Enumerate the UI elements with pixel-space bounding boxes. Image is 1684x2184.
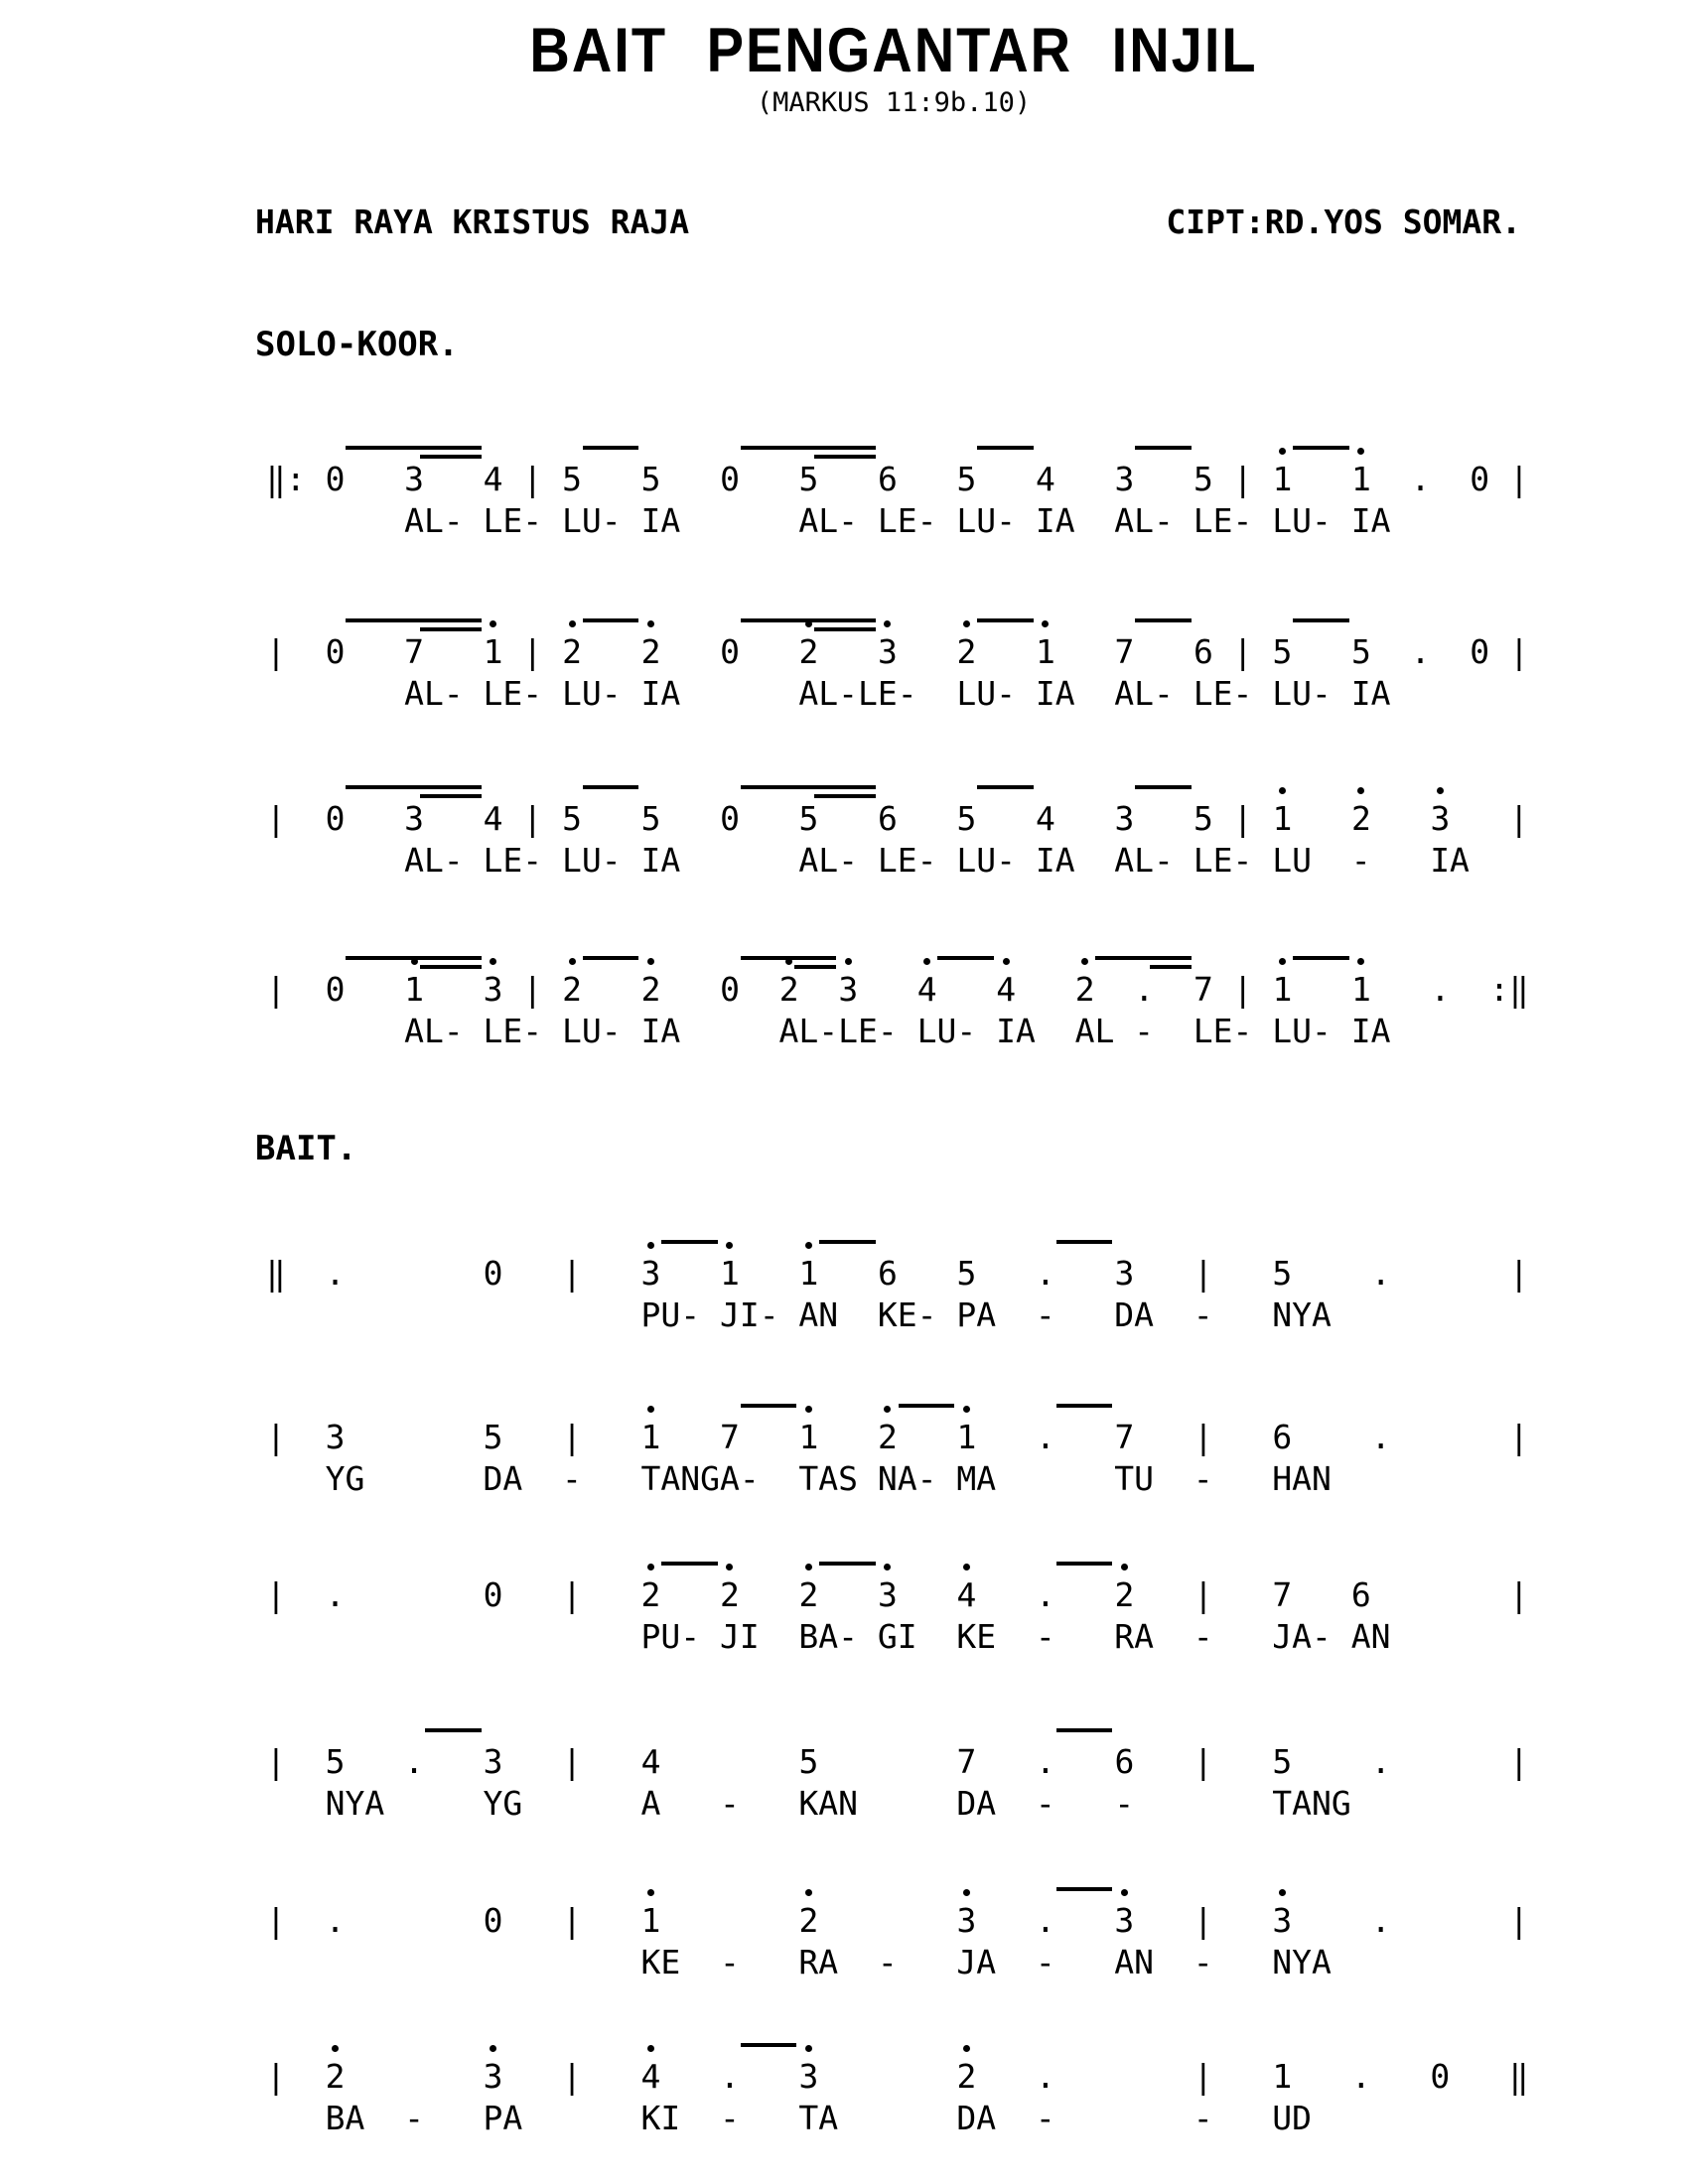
notes-row: [266, 1254, 1529, 1294]
note: 4: [1036, 460, 1055, 498]
note: 5: [798, 799, 819, 838]
note: 0: [1470, 632, 1490, 671]
bar-line: |: [1508, 1418, 1529, 1456]
note: 0: [325, 632, 346, 671]
note-high-octave: 3: [483, 2057, 503, 2096]
note: 0: [720, 970, 740, 1009]
lyrics-row: PU- JI- AN KE- PA - DA - NYA: [266, 1296, 1332, 1334]
note-high-octave: 2: [640, 632, 661, 671]
note: 6: [1350, 1575, 1371, 1614]
duration-dot: .: [1035, 1575, 1055, 1614]
duration-dot: .: [325, 1575, 346, 1614]
bar-line: |: [1193, 1742, 1213, 1781]
bar-line: |: [1508, 632, 1529, 671]
lyrics-row: AL- LE- LU- IA AL- LE- LU- IA AL- LE- LU - IA: [266, 841, 1470, 880]
note: 7: [956, 1742, 977, 1781]
music-line: [266, 2029, 1529, 2138]
note: 4: [640, 1742, 661, 1781]
beam: [346, 446, 481, 450]
bar-line: ‖:: [266, 460, 306, 498]
beam: [977, 618, 1034, 622]
note: 6: [1114, 1742, 1135, 1781]
music-line: [266, 432, 1529, 541]
beam: [741, 446, 876, 450]
note: 5: [956, 460, 977, 498]
duration-dot: .: [1035, 1418, 1055, 1456]
note: 0: [325, 460, 346, 498]
note: 5: [1272, 1742, 1293, 1781]
beam: [1135, 446, 1192, 450]
note: 5: [325, 1742, 346, 1781]
note-high-octave: 2: [562, 970, 582, 1009]
beam: [661, 1562, 718, 1566]
note-high-octave: 1: [956, 1418, 977, 1456]
beam: [1293, 618, 1349, 622]
bar-line: |: [522, 632, 543, 671]
note: 6: [878, 1254, 898, 1293]
note: 1: [1272, 2057, 1293, 2096]
note-high-octave: 1: [720, 1254, 740, 1293]
note: 5: [483, 1418, 503, 1456]
duration-dot: .: [720, 2057, 740, 2096]
beam: [819, 1240, 876, 1244]
note-high-octave: 4: [996, 970, 1017, 1009]
beam: [741, 1404, 797, 1408]
bar-line: |: [1232, 970, 1253, 1009]
note-high-octave: 2: [798, 632, 819, 671]
bar-line: |: [522, 799, 543, 838]
notes-row: [266, 1418, 1529, 1457]
occasion-label: HARI RAYA KRISTUS RAJA: [255, 203, 690, 241]
notes-row: [266, 632, 1529, 672]
beam: [741, 2043, 797, 2047]
bar-line: |: [266, 1901, 286, 1940]
note: 3: [483, 1742, 503, 1781]
note-high-octave: 2: [720, 1575, 740, 1614]
bar-line: |: [562, 1575, 582, 1614]
beam: [977, 446, 1034, 450]
note: 7: [404, 632, 424, 671]
duration-dot: .: [1370, 1418, 1391, 1456]
bar-line: |: [266, 1575, 286, 1614]
beam: [741, 785, 876, 789]
note: 0: [325, 970, 346, 1009]
bar-line: |: [1508, 1901, 1529, 1940]
note-high-octave: 3: [483, 970, 503, 1009]
bar-line: |: [266, 632, 286, 671]
note-high-octave: 2: [956, 632, 977, 671]
bar-line: |: [562, 1254, 582, 1293]
music-line: [266, 1714, 1529, 1824]
bar-line: |: [1232, 632, 1253, 671]
note: 3: [325, 1418, 346, 1456]
beam-double: [420, 627, 482, 631]
beam: [1056, 1404, 1113, 1408]
bar-line: |: [562, 2057, 582, 2096]
duration-dot: .: [1134, 970, 1155, 1009]
note: 7: [1193, 970, 1213, 1009]
notes-row: [266, 799, 1529, 839]
beam: [1293, 956, 1349, 960]
lyrics-row: KE - RA - JA - AN - NYA: [266, 1943, 1332, 1981]
note-high-octave: 2: [562, 632, 582, 671]
beam: [1056, 1240, 1113, 1244]
note: 0: [720, 799, 740, 838]
note: 0: [483, 1901, 503, 1940]
music-line: [266, 1226, 1529, 1335]
note-high-octave: 3: [878, 1575, 898, 1614]
notes-row: [266, 2057, 1529, 2097]
note: 0: [720, 632, 740, 671]
note: 3: [1114, 1254, 1135, 1293]
bar-line: :‖: [1489, 970, 1529, 1009]
beam-double: [420, 794, 482, 798]
note: 3: [1114, 799, 1135, 838]
bar-line: |: [266, 2057, 286, 2096]
note: 5: [1272, 632, 1293, 671]
note-high-octave: 1: [798, 1418, 819, 1456]
bar-line: |: [266, 1742, 286, 1781]
beam: [977, 785, 1034, 789]
note: 0: [483, 1575, 503, 1614]
beam-double: [420, 965, 482, 969]
beam-double: [1150, 965, 1192, 969]
beam: [1056, 1562, 1113, 1566]
music-line: [266, 1548, 1529, 1657]
note: 0: [1430, 2057, 1451, 2096]
note-high-octave: 4: [956, 1575, 977, 1614]
bar-line: |: [266, 970, 286, 1009]
notes-row: [266, 1575, 1529, 1615]
note-high-octave: 2: [956, 2057, 977, 2096]
note: 5: [640, 799, 661, 838]
lyrics-row: NYA YG A - KAN DA - - TANG: [266, 1784, 1351, 1823]
note-high-octave: 2: [798, 1901, 819, 1940]
bar-line: |: [562, 1742, 582, 1781]
duration-dot: .: [1035, 2057, 1055, 2096]
bar-line: |: [1508, 1254, 1529, 1293]
duration-dot: .: [1350, 2057, 1371, 2096]
note-high-octave: 1: [483, 632, 503, 671]
note: 0: [483, 1254, 503, 1293]
note-high-octave: 1: [798, 1254, 819, 1293]
note-high-octave: 1: [640, 1901, 661, 1940]
beam: [1135, 785, 1192, 789]
bar-line: |: [562, 1901, 582, 1940]
duration-dot: .: [1035, 1742, 1055, 1781]
note-high-octave: 2: [878, 1418, 898, 1456]
note-high-octave: 2: [640, 970, 661, 1009]
note: 4: [483, 799, 503, 838]
notes-row: [266, 1901, 1529, 1941]
beam: [583, 446, 639, 450]
duration-dot: .: [404, 1742, 424, 1781]
note-high-octave: 1: [1351, 970, 1371, 1009]
note-high-octave: 3: [956, 1901, 977, 1940]
note-high-octave: 3: [798, 2057, 819, 2096]
beam: [899, 1404, 955, 1408]
composer-credit: CIPT:RD.YOS SOMAR.: [1166, 203, 1521, 241]
beam: [1056, 1728, 1113, 1732]
note: 3: [404, 460, 424, 498]
lyrics-row: AL- LE- LU- IA AL-LE- LU- IA AL- LE- LU- IA: [266, 674, 1391, 713]
duration-dot: .: [1410, 460, 1431, 498]
music-line: [266, 942, 1529, 1051]
beam-double: [420, 455, 482, 459]
beam: [346, 618, 481, 622]
scripture-reference: (MARKUS 11:9b.10): [756, 87, 1032, 118]
lyrics-row: AL- LE- LU- IA AL-LE- LU- IA AL - LE- LU- IA: [266, 1012, 1391, 1050]
bar-line: |: [266, 799, 286, 838]
note: 5: [798, 460, 819, 498]
note: 7: [720, 1418, 740, 1456]
notes-row: [266, 970, 1529, 1010]
note: 5: [1193, 460, 1213, 498]
duration-dot: .: [325, 1254, 346, 1293]
notes-row: [266, 460, 1529, 499]
note-high-octave: 2: [1114, 1575, 1135, 1614]
note-high-octave: 1: [640, 1418, 661, 1456]
lyrics-row: YG DA - TANGA- TAS NA- MA TU - HAN: [266, 1459, 1332, 1498]
bar-line: |: [562, 1418, 582, 1456]
note-high-octave: 3: [838, 970, 859, 1009]
bar-line: |: [522, 460, 543, 498]
beam: [1056, 1887, 1113, 1891]
bar-line: |: [522, 970, 543, 1009]
note-high-octave: 4: [916, 970, 937, 1009]
bar-line: |: [1508, 799, 1529, 838]
note-high-octave: 2: [778, 970, 799, 1009]
note-high-octave: 2: [325, 2057, 346, 2096]
duration-dot: .: [1370, 1742, 1391, 1781]
note: 6: [878, 460, 898, 498]
music-line: [266, 1390, 1529, 1499]
section-label-solo-koor: SOLO-KOOR.: [255, 325, 459, 364]
page-title: BAIT PENGANTAR INJIL: [529, 15, 1258, 85]
note: 0: [1470, 460, 1490, 498]
beam: [819, 1562, 876, 1566]
bar-line: |: [1193, 1254, 1213, 1293]
note: 5: [1350, 632, 1371, 671]
note-high-octave: 1: [1272, 460, 1293, 498]
beam: [583, 618, 639, 622]
duration-dot: .: [1410, 632, 1431, 671]
duration-dot: .: [1035, 1901, 1055, 1940]
note: 5: [956, 799, 977, 838]
bar-line: |: [1508, 460, 1529, 498]
note-high-octave: 1: [1036, 632, 1055, 671]
beam: [583, 785, 639, 789]
bar-line: |: [1508, 1575, 1529, 1614]
note-high-octave: 3: [1114, 1901, 1135, 1940]
section-label-bait: BAIT.: [255, 1129, 357, 1168]
note-high-octave: 3: [640, 1254, 661, 1293]
bar-line: ‖: [1508, 2057, 1529, 2096]
note-high-octave: 1: [1272, 799, 1293, 838]
beam: [583, 956, 639, 960]
note: 5: [798, 1742, 819, 1781]
beam: [1293, 446, 1349, 450]
beam: [661, 1240, 718, 1244]
note: 5: [562, 460, 582, 498]
bar-line: |: [1232, 460, 1253, 498]
note: 5: [1272, 1254, 1293, 1293]
duration-dot: .: [1035, 1254, 1055, 1293]
note: 3: [404, 799, 424, 838]
note: 6: [1193, 632, 1213, 671]
note-high-octave: 4: [640, 2057, 661, 2096]
bar-line: |: [1193, 1575, 1213, 1614]
note-high-octave: 2: [1074, 970, 1095, 1009]
note: 5: [562, 799, 582, 838]
note: 3: [1114, 460, 1135, 498]
bar-line: |: [1193, 2057, 1213, 2096]
note-high-octave: 1: [1272, 970, 1293, 1009]
music-line: [266, 605, 1529, 714]
duration-dot: .: [1370, 1254, 1391, 1293]
lyrics-row: PU- JI BA- GI KE - RA - JA- AN: [266, 1617, 1391, 1656]
note: 7: [1272, 1575, 1293, 1614]
beam-double: [814, 794, 876, 798]
note-high-octave: 2: [1350, 799, 1371, 838]
note-high-octave: 1: [1350, 460, 1371, 498]
duration-dot: .: [325, 1901, 346, 1940]
note-high-octave: 3: [878, 632, 898, 671]
note-high-octave: 2: [640, 1575, 661, 1614]
bar-line: |: [1193, 1418, 1213, 1456]
note: 4: [483, 460, 503, 498]
duration-dot: .: [1430, 970, 1451, 1009]
beam-double: [794, 965, 836, 969]
note: 4: [1036, 799, 1055, 838]
music-line: [266, 1873, 1529, 1982]
beam: [1135, 618, 1192, 622]
note: 0: [720, 460, 740, 498]
bar-line: |: [1508, 1742, 1529, 1781]
note-high-octave: 2: [798, 1575, 819, 1614]
beam-double: [814, 455, 876, 459]
beam: [937, 956, 994, 960]
note-high-octave: 3: [1430, 799, 1451, 838]
bar-line: ‖: [266, 1254, 286, 1293]
note: 6: [1272, 1418, 1293, 1456]
bar-line: |: [266, 1418, 286, 1456]
note: 5: [640, 460, 661, 498]
note: 6: [878, 799, 898, 838]
beam: [1095, 956, 1191, 960]
duration-dot: .: [1370, 1901, 1391, 1940]
lyrics-row: AL- LE- LU- IA AL- LE- LU- IA AL- LE- LU- IA: [266, 501, 1391, 540]
bar-line: |: [1193, 1901, 1213, 1940]
lyrics-row: BA - PA KI - TA DA - - UD: [266, 2099, 1312, 2137]
note: 5: [956, 1254, 977, 1293]
beam-double: [814, 627, 876, 631]
notes-row: [266, 1742, 1529, 1782]
beam: [346, 785, 481, 789]
bar-line: |: [1232, 799, 1253, 838]
note: 0: [325, 799, 346, 838]
note: 7: [1114, 632, 1135, 671]
music-line: [266, 771, 1529, 881]
note: 7: [1114, 1418, 1135, 1456]
beam: [425, 1728, 482, 1732]
note-high-octave: 3: [1272, 1901, 1293, 1940]
note: 5: [1193, 799, 1213, 838]
note-high-octave: 1: [404, 970, 424, 1009]
